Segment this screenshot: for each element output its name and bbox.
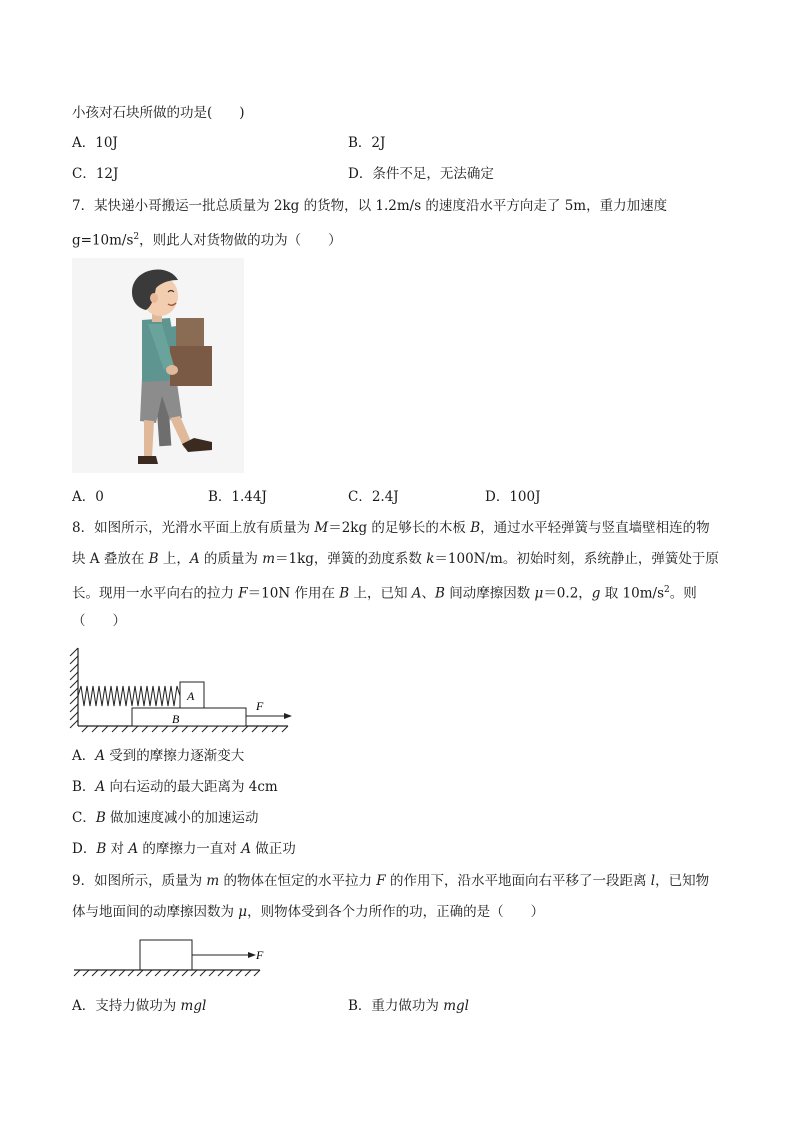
q8-var-A: A: [189, 551, 200, 567]
q7-option-d: D．100J: [485, 489, 541, 505]
option-text: 做正功: [250, 841, 296, 857]
q9-var-F: F: [376, 873, 386, 889]
q8-text: 的质量为: [199, 551, 263, 567]
option-var: B: [96, 841, 107, 857]
q9-stem-line2: [72, 902, 544, 922]
q8-text: ＝10N 作用在: [247, 585, 340, 602]
q6-option-a: A．10J: [72, 135, 118, 151]
q8-text: 上，已知: [349, 585, 412, 602]
option-text: A．支持力做功为: [72, 998, 181, 1014]
q8-text: ，通过水平轻弹簧与竖直墙壁相连的物: [480, 520, 710, 536]
option-text: B．重力做功为: [348, 998, 444, 1014]
q8-text: 长。现用一水平向右的拉力: [72, 585, 239, 602]
q6-option-d: D．条件不足，无法确定: [348, 166, 494, 182]
q8-option-d: [72, 839, 296, 859]
board-b: [132, 708, 246, 726]
q8-text: 间动摩擦因数: [444, 585, 535, 602]
bottom-box: [170, 346, 212, 386]
q6-option-b: B．2J: [348, 135, 386, 151]
q8-stem-line2: [72, 549, 719, 569]
option-text: 向右运动的最大距离为 4cm: [105, 779, 278, 795]
q7-option-a: A．0: [72, 489, 104, 505]
option-text: 受到的摩擦力逐渐变大: [105, 748, 245, 764]
q8-var-B: B: [435, 585, 445, 602]
q8-var-B: B: [339, 585, 350, 602]
q9-text: ，已知物: [655, 873, 710, 889]
q8-var-F: F: [238, 585, 248, 602]
q8-option-a: [72, 746, 244, 766]
option-text: 对: [106, 841, 129, 857]
q9-text: 9．如图所示，质量为: [72, 873, 207, 889]
q8-var-B: B: [470, 520, 481, 536]
option-var: B: [95, 810, 106, 826]
block-a-label: A: [187, 689, 195, 703]
q8-text: ＝0.2，: [543, 585, 592, 602]
q8-text: ＝1kg，弹簧的劲度系数: [275, 551, 427, 567]
q9-option-b: [348, 996, 469, 1016]
q9-stem-line1: [72, 871, 709, 891]
q9-text: 的物体在恒定的水平拉力: [219, 873, 377, 889]
q8-text: ＝100N/m。初始时刻，系统静止，弹簧处于原: [434, 551, 719, 567]
q8-option-b: [72, 777, 278, 797]
q6-stem: 小孩对石块所做的功是( ): [72, 105, 245, 121]
option-text: 做加速度减小的加速运动: [105, 810, 259, 826]
q9-var-m: m: [206, 873, 220, 889]
q8-exponent: 2: [664, 585, 670, 595]
spring: [78, 686, 180, 706]
option-prefix: C．: [72, 810, 96, 826]
option-var: mgl: [443, 998, 469, 1014]
option-prefix: B．: [72, 779, 96, 795]
option-var: A: [95, 748, 105, 764]
top-box: [176, 318, 204, 346]
q9-text: 体与地面间的动摩擦因数为: [72, 904, 239, 920]
q8-var-A: A: [411, 585, 422, 602]
force-f-label: F: [256, 948, 264, 962]
option-var: A: [95, 779, 106, 795]
q8-var-M: M: [314, 520, 329, 536]
q8-stem-line1: [72, 518, 710, 538]
q8-text: 8．如图所示，光滑水平面上放有质量为: [72, 520, 315, 536]
q7-g-value: g=10m/s: [72, 232, 134, 249]
option-var: A: [128, 841, 139, 857]
option-var: mgl: [180, 998, 207, 1014]
block-force-diagram: [70, 936, 270, 980]
q9-text: 的作用下，沿水平地面向右平移了一段距离: [385, 873, 651, 889]
q8-text: 块 A 叠放在: [72, 551, 149, 567]
q7-stem-line1: 7．某快递小哥搬运一批总质量为 2kg 的货物，以 1.2m/s 的速度沿水平方向走了 5m，重力加速度: [72, 198, 668, 214]
spring-board-diagram: [66, 644, 296, 734]
q8-stem-line4: （ ）: [72, 613, 126, 629]
block: [140, 940, 192, 970]
courier-illustration: [72, 258, 244, 473]
q8-var-m: m: [262, 551, 275, 567]
force-f-label: F: [256, 699, 264, 713]
q8-text: ＝2kg 的足够长的木板: [328, 520, 471, 536]
q7-stem-line2: [72, 227, 342, 251]
q7-g-exponent: 2: [133, 232, 140, 242]
option-prefix: A．: [72, 748, 96, 764]
q8-var-k: k: [426, 551, 435, 567]
q9-var-l: l: [650, 873, 656, 889]
q9-option-a: [72, 996, 206, 1016]
q8-stem-line3: [72, 580, 697, 604]
q7-option-b: B．1.44J: [208, 489, 267, 505]
q8-option-c: [72, 808, 259, 828]
q6-option-c: C．12J: [72, 166, 119, 182]
q8-var-B: B: [148, 551, 159, 567]
option-prefix: D．: [72, 841, 97, 857]
q8-text: 上，: [158, 551, 190, 567]
q8-var-g: g: [591, 585, 601, 602]
board-b-label: B: [172, 712, 180, 726]
q9-text: ，则物体受到各个力所作的功，正确的是（ ）: [247, 904, 545, 920]
q9-var-mu: μ: [238, 904, 248, 920]
q7-question: ，则此人对货物做的功为（ ）: [139, 232, 342, 249]
q8-var-mu: μ: [534, 585, 544, 602]
q7-option-c: C．2.4J: [348, 489, 399, 505]
option-var: A: [241, 841, 251, 857]
option-text: 的摩擦力一直对: [138, 841, 242, 857]
q8-text: 。则: [669, 585, 697, 602]
q8-text: 、: [421, 585, 436, 602]
q8-text: 取 10m/s: [600, 585, 664, 602]
